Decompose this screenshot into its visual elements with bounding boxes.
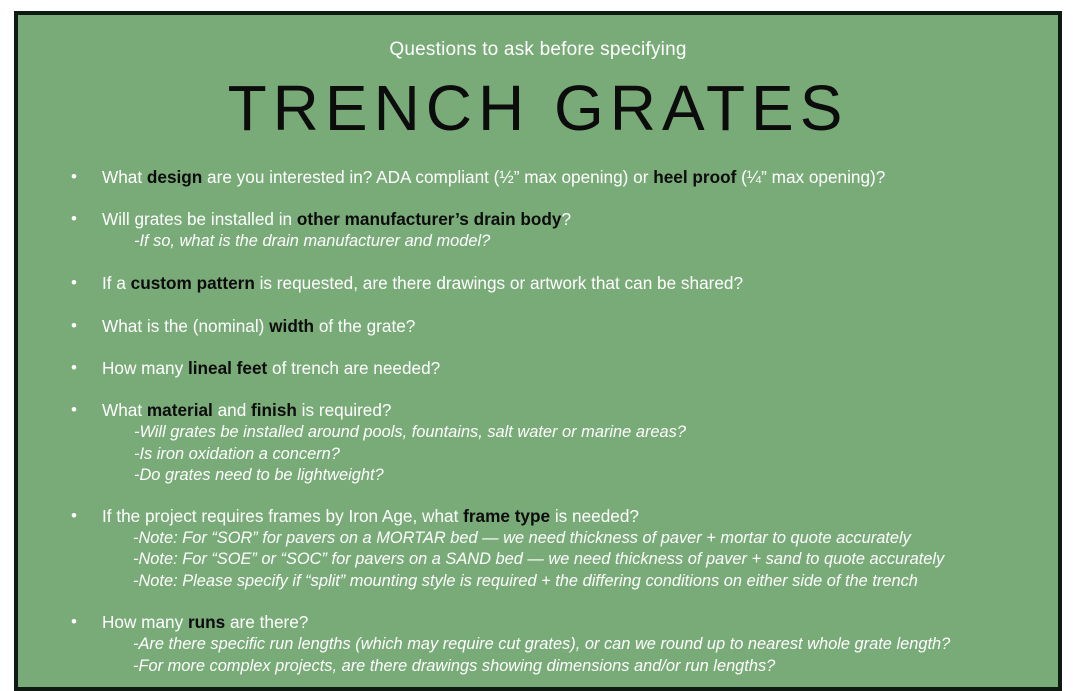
question-note: -Note: Please specify if “split” mounting style is required + the differing conditions on either side of the trench	[133, 572, 918, 590]
question-note: -For more complex projects, are there drawings showing dimensions and/or run lengths?	[133, 657, 776, 675]
question-text: What is the (nominal) width of the grate?	[102, 316, 416, 336]
spec-sheet	[14, 11, 1062, 691]
bullet-icon	[71, 399, 77, 421]
bullet-icon	[71, 357, 77, 379]
question-note: -Note: For “SOR” for pavers on a MORTAR bed — we need thickness of paver + mortar to quote accurately	[133, 529, 911, 547]
bullet-icon	[71, 315, 77, 337]
question-text: Will grates be installed in other manufacturer’s drain body?	[102, 209, 571, 229]
question-text: If a custom pattern is requested, are there drawings or artwork that can be shared?	[102, 273, 744, 293]
question-note: -Are there specific run lengths (which may require cut grates), or can we round up to nearest whole grate length?	[133, 635, 951, 653]
question-note: -Will grates be installed around pools, fountains, salt water or marine areas?	[134, 423, 686, 441]
bullet-icon	[71, 208, 77, 230]
bullet-icon	[71, 272, 77, 294]
question-note: -Is iron oxidation a concern?	[134, 445, 340, 463]
bullet-icon	[71, 505, 77, 527]
question-text: How many runs are there?	[102, 612, 309, 632]
bullet-icon	[71, 166, 77, 188]
question-text: If the project requires frames by Iron Age, what frame type is needed?	[102, 506, 639, 526]
question-note: -Note: For “SOE” or “SOC” for pavers on a SAND bed — we need thickness of paver + sand to quote accurately	[133, 550, 945, 568]
question-text: What design are you interested in? ADA compliant (½” max opening) or heel proof (¼” max opening)?	[102, 167, 886, 187]
page-title: TRENCH GRATES	[227, 72, 849, 144]
question-text: How many lineal feet of trench are needed?	[102, 358, 441, 378]
question-text: What material and finish is required?	[102, 400, 392, 420]
bullet-icon	[71, 611, 77, 633]
question-note: -If so, what is the drain manufacturer and model?	[134, 232, 491, 250]
subtitle: Questions to ask before specifying	[389, 39, 687, 60]
question-note: -Do grates need to be lightweight?	[134, 466, 384, 484]
